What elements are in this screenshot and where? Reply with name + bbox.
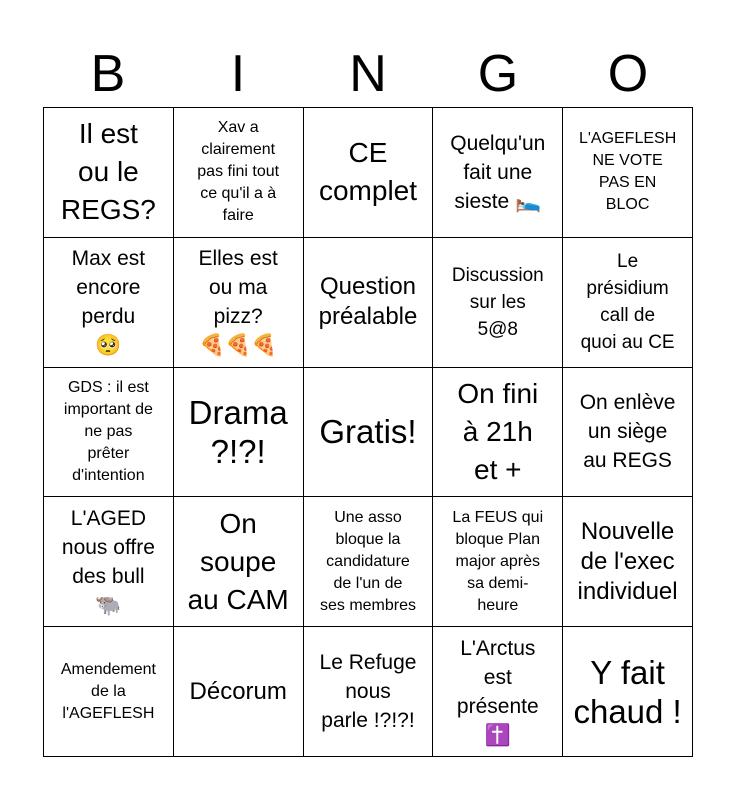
bingo-cell-text: Elles est ou ma pizz? 🍕🍕🍕 — [198, 247, 278, 358]
bingo-cell[interactable] — [304, 108, 434, 238]
bingo-cell[interactable] — [44, 238, 174, 368]
bingo-cell-text: On soupe au CAM — [187, 507, 289, 615]
bingo-cell[interactable] — [433, 238, 563, 368]
header-letter-g: G — [477, 45, 519, 103]
bingo-cell-text: CE complet — [318, 137, 418, 207]
bingo-cell[interactable] — [304, 497, 434, 627]
bingo-cell-text: Une asso bloque la candidature de l'un de ses membres — [319, 508, 416, 614]
bingo-cell-text: Le présidium call de quoi au CE — [580, 251, 675, 354]
bingo-cell[interactable] — [44, 627, 174, 757]
bingo-cell-text: Amendement de la l'AGEFLESH — [60, 660, 156, 722]
bingo-header — [43, 40, 693, 108]
bingo-cell-text: Discussion sur les 5@8 — [451, 264, 544, 340]
bingo-cell[interactable] — [433, 497, 563, 627]
bingo-cell[interactable] — [563, 368, 693, 498]
header-letter-n: N — [349, 45, 387, 103]
bingo-cell-text: GDS : il est important de ne pas prêter d'intention — [63, 378, 153, 484]
bingo-cell-text: Xav a clairement pas fini tout ce qu'il a à faire — [197, 119, 280, 225]
bingo-cell[interactable] — [174, 108, 304, 238]
bingo-cell-text: L'AGEFLESH NE VOTE PAS EN BLOC — [578, 130, 677, 214]
bingo-cell[interactable] — [433, 108, 563, 238]
bingo-cell[interactable] — [563, 238, 693, 368]
bingo-cell-text: Gratis! — [319, 413, 417, 451]
bingo-cell[interactable] — [44, 368, 174, 498]
bingo-card-grid — [43, 107, 693, 757]
bingo-cell-text: Nouvelle de l'exec individuel — [577, 517, 678, 605]
bingo-cell-text: On enlève un siège au REGS — [579, 391, 676, 473]
bingo-cell[interactable] — [563, 497, 693, 627]
bingo-cell-text: Décorum — [189, 677, 287, 705]
bingo-cell-text: On fini à 21h et + — [457, 377, 539, 485]
bingo-cell[interactable] — [563, 627, 693, 757]
bingo-cell[interactable] — [304, 627, 434, 757]
bingo-cell[interactable] — [304, 238, 434, 368]
bingo-cell-text: Drama ?!?! — [188, 393, 288, 470]
bingo-cell-text: L'AGED nous offre des bull 🐃 — [61, 506, 155, 617]
bingo-cell-text: Il est ou le REGS? — [60, 118, 156, 226]
bingo-cell-text: L'Arctus est présente ✝️ — [456, 636, 539, 747]
bingo-cell[interactable] — [174, 368, 304, 498]
header-letter-b: B — [90, 45, 126, 103]
header-letter-i: I — [230, 45, 246, 103]
bingo-cell-text: Y fait chaud ! — [573, 653, 682, 730]
bingo-cell[interactable] — [44, 497, 174, 627]
bingo-cell[interactable] — [44, 108, 174, 238]
bingo-cell[interactable] — [174, 497, 304, 627]
bingo-cell[interactable] — [304, 368, 434, 498]
bingo-cell-text: La FEUS qui bloque Plan major après sa demi- heure — [452, 508, 544, 614]
bingo-cell[interactable] — [174, 238, 304, 368]
bingo-cell[interactable] — [433, 368, 563, 498]
bingo-cell-text: Quelqu'un fait une sieste 🛌 — [450, 131, 546, 213]
bingo-cell-text: Question préalable — [318, 273, 418, 331]
header-letter-o: O — [607, 45, 649, 103]
bingo-cell-text: Max est encore perdu 🥺 — [71, 247, 146, 358]
bingo-cell-text: Le Refuge nous parle !?!?! — [319, 651, 417, 733]
bingo-cell[interactable] — [433, 627, 563, 757]
bingo-cell[interactable] — [563, 108, 693, 238]
bingo-cell[interactable] — [174, 627, 304, 757]
